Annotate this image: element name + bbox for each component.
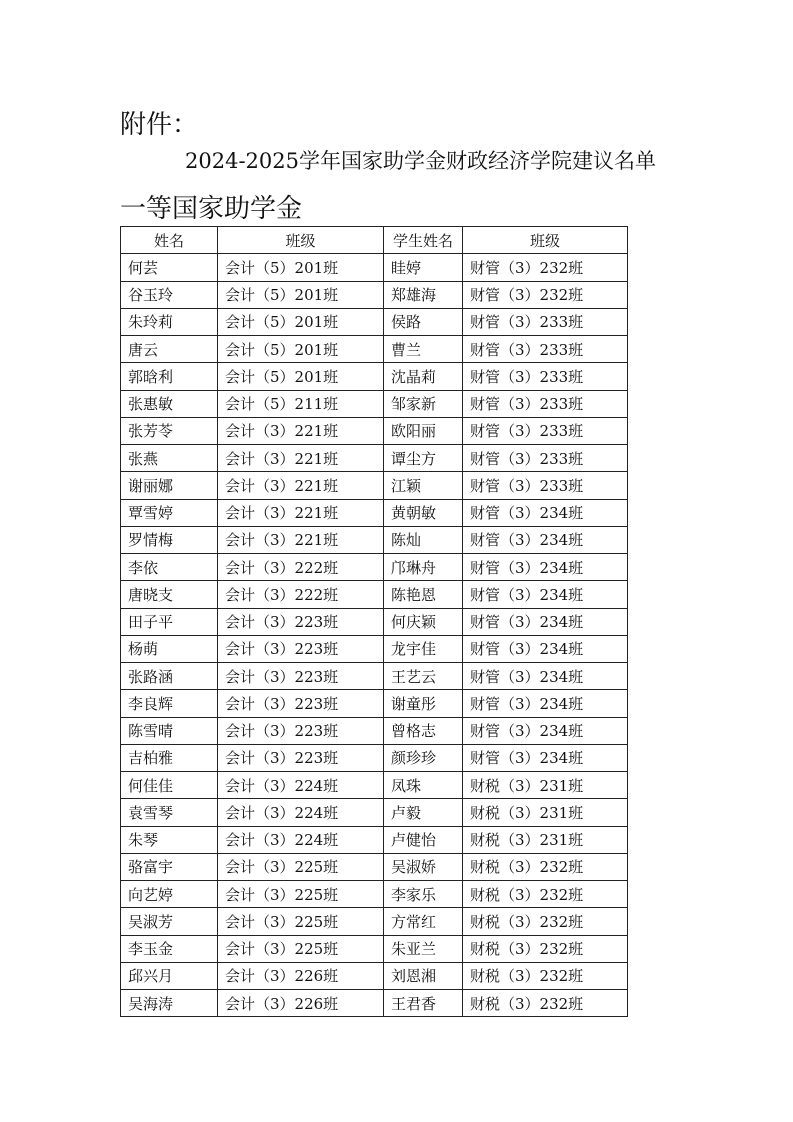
table-row (121, 499, 628, 526)
class-cell: 会计（3）223班 (218, 635, 384, 662)
table-row (121, 417, 628, 444)
table-row (121, 390, 628, 417)
name-cell: 邱兴月 (121, 962, 218, 989)
name-cell: 陈雪晴 (121, 717, 218, 744)
name-cell: 吉柏雅 (121, 744, 218, 771)
table-row (121, 744, 628, 771)
table-row (121, 799, 628, 826)
name-cell: 吴海涛 (121, 990, 218, 1017)
table-row (121, 526, 628, 553)
class-cell: 会计（5）201班 (218, 308, 384, 335)
student-name-cell: 何庆颖 (384, 608, 463, 635)
class-cell-2: 财管（3）234班 (463, 608, 628, 635)
student-name-cell: 江颖 (384, 472, 463, 499)
name-cell: 谷玉玲 (121, 281, 218, 308)
class-cell: 会计（3）224班 (218, 772, 384, 799)
table-row (121, 962, 628, 989)
student-name-cell: 凤珠 (384, 772, 463, 799)
table-row (121, 663, 628, 690)
table-row (121, 581, 628, 608)
table-row (121, 990, 628, 1017)
name-cell: 张燕 (121, 445, 218, 472)
class-cell: 会计（3）223班 (218, 663, 384, 690)
class-cell: 会计（3）225班 (218, 908, 384, 935)
name-cell: 朱琴 (121, 826, 218, 853)
class-cell: 会计（5）201班 (218, 336, 384, 363)
table-row (121, 772, 628, 799)
class-cell-2: 财管（3）232班 (463, 281, 628, 308)
class-cell-2: 财管（3）233班 (463, 417, 628, 444)
class-cell: 会计（3）223班 (218, 717, 384, 744)
class-cell-2: 财税（3）232班 (463, 881, 628, 908)
class-cell-2: 财管（3）234班 (463, 526, 628, 553)
student-name-cell: 吴淑娇 (384, 853, 463, 880)
table-row (121, 336, 628, 363)
class-cell-2: 财管（3）234班 (463, 690, 628, 717)
class-cell: 会计（3）222班 (218, 581, 384, 608)
class-cell: 会计（5）211班 (218, 390, 384, 417)
name-cell: 朱玲莉 (121, 308, 218, 335)
name-cell: 张路涵 (121, 663, 218, 690)
student-name-cell: 黄朝敏 (384, 499, 463, 526)
name-cell: 李依 (121, 554, 218, 581)
class-cell-2: 财管（3）232班 (463, 254, 628, 281)
name-cell: 杨萌 (121, 635, 218, 662)
student-name-cell: 王艺云 (384, 663, 463, 690)
class-cell-2: 财税（3）231班 (463, 826, 628, 853)
class-cell-2: 财管（3）233班 (463, 308, 628, 335)
class-cell-2: 财管（3）234班 (463, 581, 628, 608)
table-row (121, 690, 628, 717)
class-cell: 会计（3）221班 (218, 417, 384, 444)
table-row (121, 254, 628, 281)
header-class: 班级 (218, 227, 384, 254)
table-row (121, 608, 628, 635)
class-cell: 会计（3）221班 (218, 472, 384, 499)
class-cell-2: 财管（3）233班 (463, 363, 628, 390)
name-cell: 谢丽娜 (121, 472, 218, 499)
name-cell: 李玉金 (121, 935, 218, 962)
name-cell: 何芸 (121, 254, 218, 281)
student-name-cell: 朱亚兰 (384, 935, 463, 962)
class-cell: 会计（3）221班 (218, 526, 384, 553)
student-name-cell: 郑雄海 (384, 281, 463, 308)
class-cell: 会计（5）201班 (218, 363, 384, 390)
table-body (121, 254, 628, 1017)
class-cell-2: 财管（3）233班 (463, 445, 628, 472)
class-cell-2: 财管（3）233班 (463, 390, 628, 417)
class-cell-2: 财管（3）234班 (463, 663, 628, 690)
document-title: 2024-2025学年国家助学金财政经济学院建议名单 (185, 149, 656, 173)
table-row (121, 445, 628, 472)
class-cell: 会计（3）226班 (218, 990, 384, 1017)
class-cell: 会计（3）221班 (218, 499, 384, 526)
name-cell: 骆富宇 (121, 853, 218, 880)
name-cell: 吴淑芳 (121, 908, 218, 935)
table-row (121, 853, 628, 880)
student-name-cell: 沈晶莉 (384, 363, 463, 390)
class-cell-2: 财税（3）232班 (463, 935, 628, 962)
name-cell: 张惠敏 (121, 390, 218, 417)
class-cell-2: 财税（3）232班 (463, 853, 628, 880)
table-row (121, 472, 628, 499)
grant-roster-table (120, 226, 628, 1017)
name-cell: 张芳苓 (121, 417, 218, 444)
name-cell: 郭晗利 (121, 363, 218, 390)
class-cell: 会计（5）201班 (218, 281, 384, 308)
class-cell-2: 财管（3）234班 (463, 499, 628, 526)
table-row (121, 826, 628, 853)
student-name-cell: 曹兰 (384, 336, 463, 363)
table-row (121, 363, 628, 390)
table-row (121, 908, 628, 935)
student-name-cell: 欧阳丽 (384, 417, 463, 444)
class-cell: 会计（3）222班 (218, 554, 384, 581)
student-name-cell: 曾格志 (384, 717, 463, 744)
student-name-cell: 邝琳舟 (384, 554, 463, 581)
name-cell: 向艺婷 (121, 881, 218, 908)
student-name-cell: 刘恩湘 (384, 962, 463, 989)
class-cell: 会计（3）223班 (218, 744, 384, 771)
class-cell: 会计（3）223班 (218, 690, 384, 717)
table-header-row (121, 227, 628, 254)
class-cell: 会计（3）224班 (218, 826, 384, 853)
name-cell: 李良辉 (121, 690, 218, 717)
table-row (121, 717, 628, 744)
student-name-cell: 方常红 (384, 908, 463, 935)
class-cell-2: 财税（3）232班 (463, 990, 628, 1017)
class-cell-2: 财税（3）231班 (463, 772, 628, 799)
student-name-cell: 龙宇佳 (384, 635, 463, 662)
class-cell: 会计（3）226班 (218, 962, 384, 989)
class-cell-2: 财管（3）234班 (463, 744, 628, 771)
student-name-cell: 侯路 (384, 308, 463, 335)
class-cell: 会计（3）221班 (218, 445, 384, 472)
student-name-cell: 邹家新 (384, 390, 463, 417)
class-cell: 会计（5）201班 (218, 254, 384, 281)
table-row (121, 281, 628, 308)
class-cell-2: 财税（3）231班 (463, 799, 628, 826)
attachment-label: 附件： (120, 110, 199, 140)
class-cell-2: 财税（3）232班 (463, 908, 628, 935)
section-title: 一等国家助学金 (120, 194, 303, 224)
class-cell: 会计（3）224班 (218, 799, 384, 826)
table-row (121, 554, 628, 581)
class-cell-2: 财管（3）233班 (463, 336, 628, 363)
name-cell: 田子平 (121, 608, 218, 635)
name-cell: 唐晓支 (121, 581, 218, 608)
header-class-2: 班级 (463, 227, 628, 254)
class-cell: 会计（3）225班 (218, 935, 384, 962)
class-cell-2: 财管（3）233班 (463, 472, 628, 499)
student-name-cell: 卢健怡 (384, 826, 463, 853)
header-student-name: 学生姓名 (384, 227, 463, 254)
class-cell-2: 财税（3）232班 (463, 962, 628, 989)
name-cell: 覃雪婷 (121, 499, 218, 526)
name-cell: 罗情梅 (121, 526, 218, 553)
class-cell-2: 财管（3）234班 (463, 554, 628, 581)
student-name-cell: 王君香 (384, 990, 463, 1017)
student-name-cell: 陈艳恩 (384, 581, 463, 608)
class-cell: 会计（3）225班 (218, 881, 384, 908)
header-name: 姓名 (121, 227, 218, 254)
student-name-cell: 卢毅 (384, 799, 463, 826)
class-cell-2: 财管（3）234班 (463, 635, 628, 662)
class-cell: 会计（3）225班 (218, 853, 384, 880)
class-cell: 会计（3）223班 (218, 608, 384, 635)
student-name-cell: 眭婷 (384, 254, 463, 281)
name-cell: 袁雪琴 (121, 799, 218, 826)
table-row (121, 635, 628, 662)
student-name-cell: 李家乐 (384, 881, 463, 908)
student-name-cell: 谭尘方 (384, 445, 463, 472)
name-cell: 唐云 (121, 336, 218, 363)
table-row (121, 935, 628, 962)
table-row (121, 881, 628, 908)
student-name-cell: 陈灿 (384, 526, 463, 553)
table-row (121, 308, 628, 335)
class-cell-2: 财管（3）234班 (463, 717, 628, 744)
student-name-cell: 谢童彤 (384, 690, 463, 717)
name-cell: 何佳佳 (121, 772, 218, 799)
student-name-cell: 颜珍珍 (384, 744, 463, 771)
